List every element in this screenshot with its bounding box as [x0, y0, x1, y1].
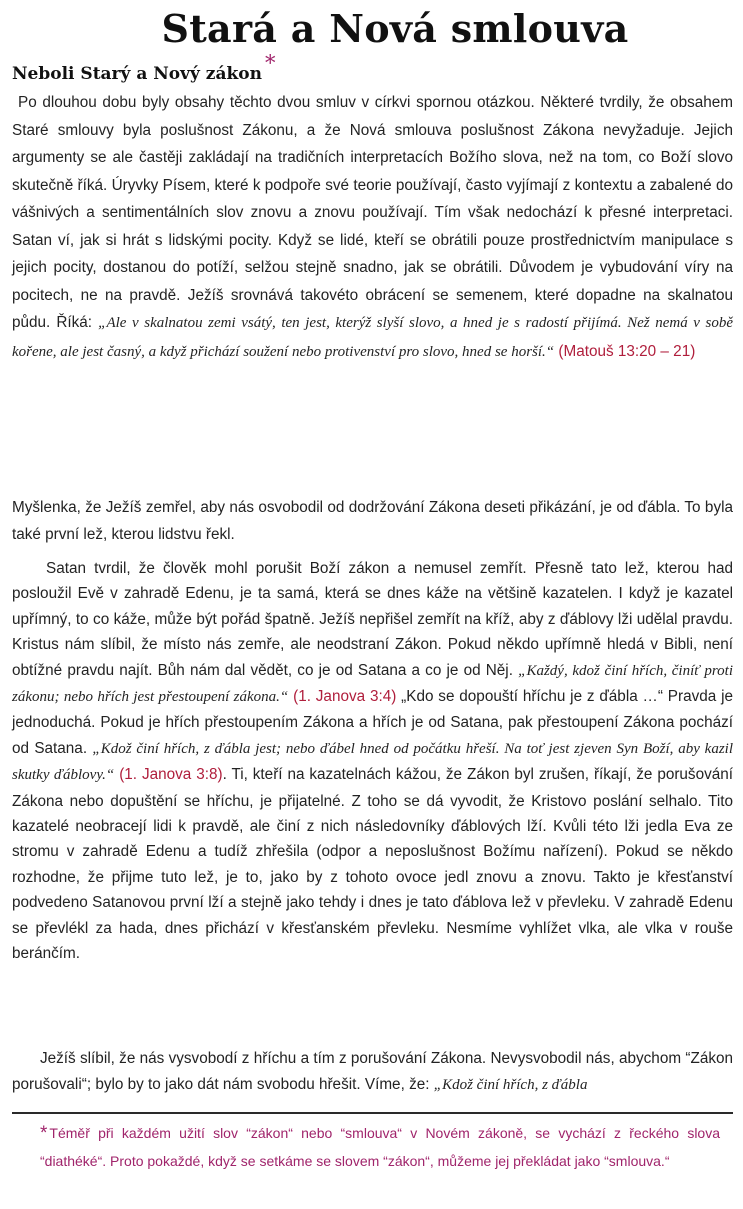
paragraph-3-text-c: . Ti, kteří na kazatelnách kážou, že Zákon byl zrušen, říkají, že porušování Zákona nebo dopuštění se hříchu, je přijatelné. Z toho se dá vyvodit, že Kristovo poslání selhalo. Tito kazatelé neobracejí lidi k pravdě, ale činí z nich následovníky ďáblových lží. Kvůli této lži jedla Eva ze stromu v zahradě Edenu a tudíž zhřešila (odpor a neposlušnost Božímu nařízení). Pokud se někdo rozhodne, že přijme tuto lež, je to, jako by z tohoto ovoce jedl znovu a znovu. Takto je křesťanství podvedeno Satanovou první lží a stejně jako tehdy i dnes je tato ďáblova lež v převleku. V zahradě Edenu se převlékl za hada, dnes přichází v křesťanském převleku. Nesmíme vyhlížet vlka, ale vlka v rouše beránčím. [12, 766, 734, 963]
subtitle-text: Neboli Starý a Nový zákon [12, 64, 262, 84]
paragraph-1-text: Po dlouhou dobu byly obsahy těchto dvou smluv v církvi spornou otázkou. Některé tvrdily, že obsahem Staré smlouvy byla poslušnost Zákonu, a že Nová smlouva poslušnost Zákona nevyžaduje. Jejich argumenty se ale častěji zakládají na tradičních interpretacích Božího slova, než na tom, co Boží slovo skutečně říká. Úryvky Písem, které k podpoře své teorie používají, často vyjímají z kontextu a zabalené do vášnivých a sentimentálních slov znovu a znovu používají. Tím však nedochází k přesné interpretaci. Satan ví, jak si hrát s lidskými pocity. Když se lidé, kteří se obrátili pouze prostřednictvím manipulace s jejich pocity, dostanou do potíží, selžou stejně snadno, jak se obrátili. Důvodem je vybudování víry na pocitech, ne na pravdě. Ježíš srovnává takovéto obrácení se semenem, které dopadne na skalnatou půdu. Říká: [12, 94, 733, 331]
footnote-text: Téměř při každém užití slov “zákon“ nebo “smlouva“ v Novém zákoně, se vychází z řeckého slova “diathéké“. Proto pokaždé, když se setkáme se slovem “zákon“, můžeme jej překládat jako “smlouva.“ [40, 1125, 720, 1169]
bible-quote-john-3-8: „Kdož činí hřích, z ďábla jest; nebo ďábel hned od počátku hřeší. Na toť jest zjeven Syn Boží, aby kazil skutky ďáblovy.“ [12, 740, 734, 784]
bible-reference-john-3-8: (1. Janova 3:8) [119, 766, 223, 784]
footnote [40, 1119, 720, 1175]
bible-quote-john-3-4: „Každý, kdož činí hřích, činíť proti zákonu; nebo hřích jest přestoupení zákona.“ [12, 662, 733, 706]
page-title: Stará a Nová smlouva [161, 6, 629, 51]
bible-reference-matthew: (Matouš 13:20 – 21) [558, 342, 696, 360]
footnote-star: * [40, 1123, 48, 1144]
paragraph-2 [12, 494, 733, 548]
paragraph-3 [12, 556, 733, 967]
subtitle [12, 51, 276, 84]
paragraph-3-text-b: „Kdo se dopouští hříchu je z ďábla …“ Pravda je jednoduchá. Pokud je hřích přestoupením Zákona a hřích je od Satana, pak přestoupení Zákona pochází od Satana. [12, 688, 733, 757]
bible-quote-matthew: „Ale v skalnatou zemi vsátý, ten jest, kterýž slyší slovo, a hned je s radostí přijímá. Než nemá v sobě kořene, ale jest časný, a když přichází soužení nebo protivenství pro slovo, hned se horší.“ [12, 315, 733, 360]
bible-quote-continued: „Kdož činí hřích, z ďábla [433, 1077, 588, 1094]
paragraph-1 [12, 89, 733, 366]
paragraph-4 [12, 1046, 733, 1099]
paragraph-2-text: Myšlenka, že Ježíš zemřel, aby nás osvobodil od dodržování Zákona deseti přikázání, je od ďábla. To byla také první lež, kterou lidstvu řekl. [12, 499, 733, 543]
paragraph-3-text-a: Satan tvrdil, že člověk mohl porušit Boží zákon a nemusel zemřít. Přesně tato lež, kterou had posloužil Evě v zahradě Edenu, je ta samá, která se dnes káže na většině kazatelen. I když je kazatel upřímný, to co káže, může být pořád špatně. Ježíš nepřišel zemřít na kříž, aby z ďáblovy lži udělal pravdu. Kristus nám slíbil, že místo nás zemře, ale neodstraní Zákon. Pokud někdo upřímně hledá v Bibli, není obtížné pravdu najít. Bůh nám dal vědět, co je od Satana a co je od Něj. [12, 560, 733, 679]
footnote-marker: * [264, 51, 276, 75]
paragraph-4-text: Ježíš slíbil, že nás vysvobodí z hříchu a tím z porušování Zákona. Nevysvobodil nás, abychom “Zákon porušovali“; bylo by to jako dát nám svobodu hřešit. Víme, že: [12, 1050, 733, 1094]
footnote-divider [12, 1112, 733, 1114]
bible-reference-john-3-4: (1. Janova 3:4) [293, 688, 397, 706]
